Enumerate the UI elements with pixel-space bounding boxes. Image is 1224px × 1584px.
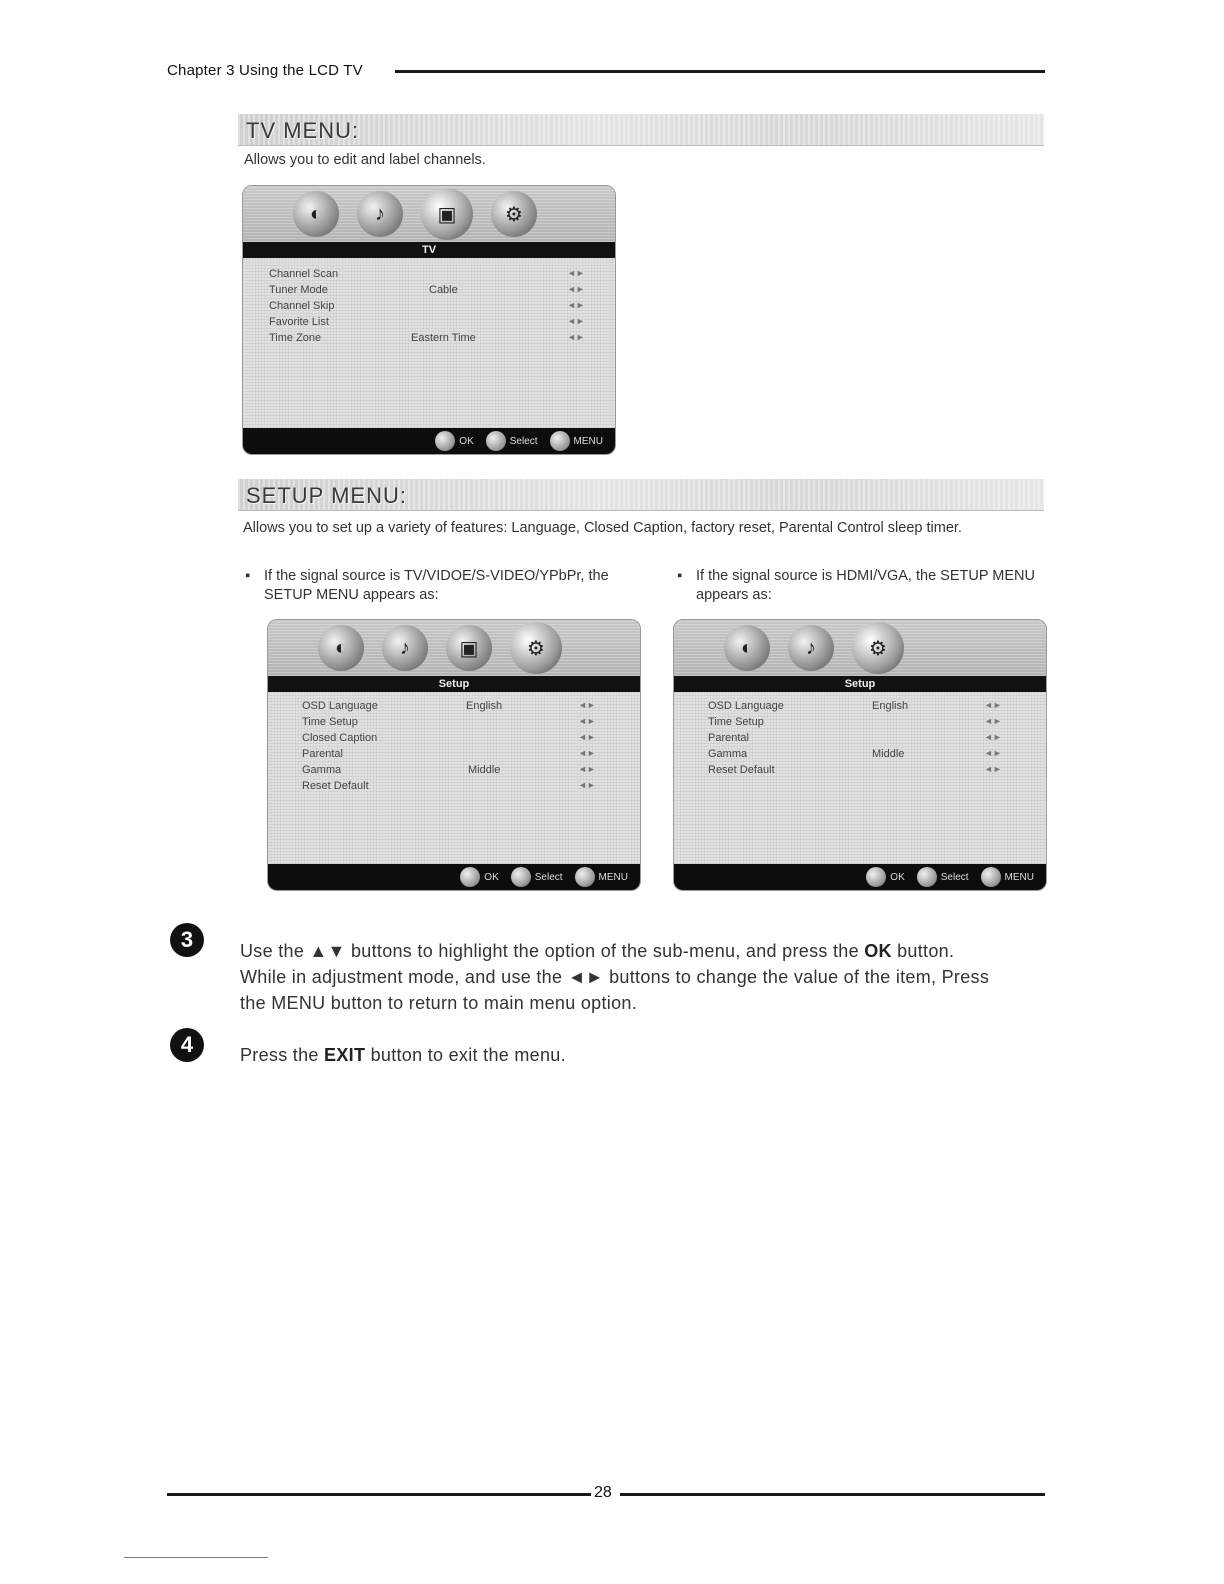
step-key-name: EXIT [324,1045,366,1065]
menu-row-label: Reset Default [302,780,369,792]
arrow-right-icon: ◄► [567,332,585,342]
menu-row-label: Time Setup [302,716,358,728]
bullet-dot-icon: ▪ [677,568,683,584]
step-4-text [240,1042,1000,1068]
select-label: Select [940,871,969,883]
menu-row-label: Parental [708,732,749,744]
setup-menu-heading: SETUP MENU: [246,483,407,508]
bullet-item [677,567,1036,605]
menu-row[interactable] [302,748,602,764]
menu-footer [268,864,640,890]
bullet-dot-icon: ▪ [245,568,251,584]
header-rule [395,70,1045,73]
arrow-right-icon: ◄► [984,764,1002,774]
corner-rule [124,1557,268,1558]
step-text-part: Use the ▲▼ buttons to highlight the option of the sub-menu, and press the [240,941,865,961]
arrow-right-icon: ◄► [578,764,596,774]
menu-row-value: Middle [872,748,905,760]
setup-screen-hdmi-source [673,619,1047,891]
menu-row[interactable] [708,732,1028,748]
menu-row-label: Channel Scan [269,268,339,280]
menu-row[interactable] [269,268,585,284]
arrow-right-icon: ◄► [984,700,1002,710]
arrow-right-icon: ◄► [578,700,596,710]
menu-knob-icon [575,867,595,887]
select-label: Select [509,435,538,447]
menu-row-label: Channel Skip [269,300,335,312]
menu-body [268,692,640,864]
menu-row-label: Closed Caption [302,732,378,744]
menu-body [674,692,1046,864]
menu-row[interactable] [302,700,602,716]
menu-row-label: Time Setup [708,716,764,728]
menu-row-label: Tuner Mode [269,284,328,296]
menu-knob-icon [550,431,570,451]
step-key-name: OK [864,941,892,961]
menu-icon-strip [243,186,615,242]
picture-icon: ◐ [724,625,770,671]
ok-knob-icon [866,867,886,887]
arrow-right-icon: ◄► [578,748,596,758]
bullet-text: If the signal source is TV/VIDOE/S-VIDEO/YPbPr, the SETUP MENU appears as: [264,568,609,603]
setup-menu-description: Allows you to set up a variety of features: Language, Closed Caption, factory reset, Parental Control sleep timer. [243,520,962,536]
menu-row-label: OSD Language [708,700,784,712]
menu-row-label: Reset Default [708,764,775,776]
picture-icon: ◐ [293,191,339,237]
page-number: 28 [594,1484,612,1501]
menu-footer [243,428,615,454]
setup-menu-heading-bar [238,479,1044,511]
menu-label: MENU [1004,871,1034,883]
setup-icon: ⚙ [510,622,562,674]
arrow-right-icon: ◄► [567,300,585,310]
bullet-item [245,567,644,605]
sound-icon: ♪ [357,191,403,237]
tv-menu-description: Allows you to edit and label channels. [244,152,486,168]
menu-row-label: Parental [302,748,343,760]
arrow-right-icon: ◄► [567,284,585,294]
arrow-right-icon: ◄► [578,732,596,742]
select-knob-icon [486,431,506,451]
menu-row[interactable] [708,748,1028,764]
menu-row-label: Gamma [708,748,748,760]
menu-footer [674,864,1046,890]
step-text-part: button to exit the menu. [365,1045,566,1065]
menu-row-label: Time Zone [269,332,322,344]
menu-row[interactable] [708,700,1028,716]
menu-row-value: English [466,700,503,712]
select-label: Select [534,871,563,883]
step-3-badge: 3 [170,923,204,957]
step-4-badge: 4 [170,1028,204,1062]
step-text-part: button. While in adjustment mode, and use the ◄► buttons to change the value of the item, Press the MENU button to return to main menu option. [240,941,990,1013]
menu-row[interactable] [302,732,602,748]
sound-icon: ♪ [382,625,428,671]
footer-rule-right [620,1493,1045,1496]
arrow-right-icon: ◄► [567,316,585,326]
arrow-right-icon: ◄► [578,716,596,726]
picture-icon: ◐ [318,625,364,671]
setup-screen-tv-source [267,619,641,891]
ok-knob-icon [460,867,480,887]
menu-title: Setup [674,676,1046,692]
menu-row[interactable] [302,716,602,732]
footer-rule-left [167,1493,591,1496]
menu-row-label: OSD Language [302,700,378,712]
step-3-text [240,938,1000,1016]
setup-icon: ⚙ [852,622,904,674]
bullet-text: If the signal source is HDMI/VGA, the SETUP MENU appears as: [696,568,1035,603]
menu-row-value: Eastern Time [411,332,476,344]
tv-menu-heading: TV MENU: [246,118,360,143]
menu-body [243,258,615,428]
arrow-right-icon: ◄► [567,268,585,278]
setup-icon: ⚙ [491,191,537,237]
tv-menu-heading-bar [238,114,1044,146]
ok-label: OK [890,871,905,883]
menu-row-label: Gamma [302,764,342,776]
menu-row[interactable] [269,300,585,316]
menu-row[interactable] [269,316,585,332]
sound-icon: ♪ [788,625,834,671]
ok-label: OK [459,435,474,447]
menu-title: Setup [268,676,640,692]
ok-label: OK [484,871,499,883]
arrow-right-icon: ◄► [984,748,1002,758]
menu-row[interactable] [302,764,602,780]
menu-knob-icon [981,867,1001,887]
arrow-right-icon: ◄► [578,780,596,790]
select-knob-icon [511,867,531,887]
menu-row[interactable] [708,716,1028,732]
menu-label: MENU [598,871,628,883]
menu-row-value: Cable [429,284,458,296]
menu-title: TV [243,242,615,258]
menu-row[interactable] [302,780,602,796]
menu-row-value: English [872,700,909,712]
tv-icon: ▣ [421,188,473,240]
menu-icon-strip [674,620,1046,676]
chapter-title: Chapter 3 Using the LCD TV [167,62,363,79]
menu-row[interactable] [708,764,1028,780]
menu-row-value: Middle [468,764,501,776]
menu-row[interactable] [269,332,585,348]
arrow-right-icon: ◄► [984,732,1002,742]
tv-menu-screen [242,185,616,455]
step-text-part: Press the [240,1045,325,1065]
menu-row[interactable] [269,284,585,300]
select-knob-icon [917,867,937,887]
ok-knob-icon [435,431,455,451]
menu-row-label: Favorite List [269,316,329,328]
menu-label: MENU [573,435,603,447]
tv-icon: ▣ [446,625,492,671]
menu-icon-strip [268,620,640,676]
arrow-right-icon: ◄► [984,716,1002,726]
